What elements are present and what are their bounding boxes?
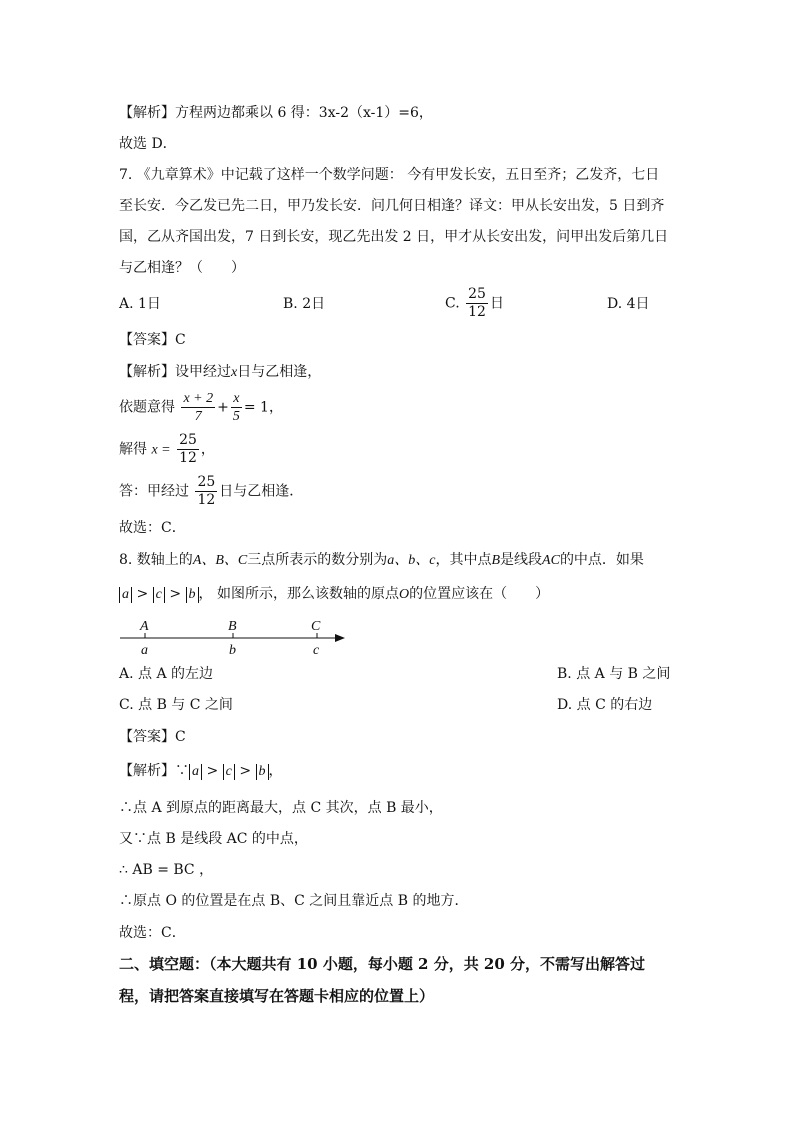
- section-2-heading-line2: 程，请把答案直接填写在答题卡相应的位置上）: [119, 987, 435, 1005]
- fraction-denominator: 12: [197, 492, 216, 508]
- q8-reason-1: ∴点 A 到原点的距离最大，点 C 其次，点 B 最小，: [119, 800, 443, 816]
- q8-points: A、B、C: [192, 553, 248, 568]
- fraction-denominator: 5: [232, 409, 240, 424]
- q8-stem-text: 8. 数轴上的: [119, 552, 193, 568]
- q8-reason-3: ∴ AB = BC ，: [119, 862, 214, 878]
- q7-option-c-suffix: 日: [489, 295, 504, 312]
- q8-number-line-figure: [115, 614, 355, 658]
- fraction-denominator: 12: [179, 450, 197, 466]
- q8-gt: >: [169, 586, 182, 602]
- q7-equation-rest: = 1，: [243, 399, 283, 416]
- q7-option-c: [445, 286, 504, 321]
- q7-analysis-prefix: 【解析】设甲经过: [119, 364, 231, 380]
- q7-equation-plus: +: [217, 399, 229, 416]
- q7-option-a: A. 1日: [119, 296, 161, 312]
- q7-analysis-var: x: [231, 365, 238, 380]
- q7-equation: [119, 390, 283, 425]
- q8-abs-b: b: [186, 587, 199, 603]
- q8-reason-4: ∴原点 O 的位置是在点 B、C 之间且靠近点 B 的地方．: [119, 893, 469, 909]
- q7-option-c-prefix: C.: [445, 295, 460, 312]
- fraction-numerator: 25: [179, 432, 197, 448]
- label-top-c: C: [311, 619, 321, 634]
- q7-analysis: [119, 362, 321, 383]
- q8-stem-line2-rest: ， 如图所示，那么该数轴的原点: [198, 586, 399, 602]
- q8-option-b: B. 点 A 与 B 之间: [557, 666, 671, 682]
- q8-gt: >: [136, 586, 149, 602]
- label-bottom-c: c: [313, 643, 320, 658]
- q8-abs-a: a: [189, 764, 202, 780]
- label-top-a: A: [140, 619, 149, 634]
- fraction-numerator: x: [231, 390, 242, 408]
- q8-stem-text: ，其中点: [435, 552, 492, 568]
- q7-conclusion-suffix: 日与乙相逢．: [219, 483, 304, 500]
- q7-option-b: B. 2日: [283, 296, 326, 312]
- q8-stem-line2-end: 的位置应该在（ ）: [409, 586, 550, 602]
- q7-equation-prefix: 依题意得: [119, 399, 175, 416]
- q6-choose: 故选 D．: [119, 136, 177, 152]
- q8-abs-a: a: [119, 587, 132, 603]
- fraction-numerator: 25: [197, 474, 216, 490]
- q7-analysis-suffix: 日与乙相逢，: [237, 364, 322, 380]
- q8-stem-text: 三点所表示的数分别为: [247, 552, 388, 568]
- fraction-numerator: x + 2: [183, 391, 214, 406]
- label-bottom-a: a: [141, 643, 148, 658]
- q7-conclusion: [119, 474, 303, 509]
- q6-analysis: 【解析】方程两边都乘以 6 得：3x-2（x-1）=6，: [119, 105, 433, 121]
- q8-abs-c: c: [223, 764, 235, 780]
- q7-option-c-fraction: [466, 286, 488, 321]
- q7-equation-fraction-1: [181, 390, 215, 425]
- q8-stem-text: 的中点．如果: [559, 552, 644, 568]
- q7-conclusion-prefix: 答：甲经过: [119, 483, 189, 500]
- q7-solve: [119, 432, 215, 467]
- q8-abs-b: b: [256, 764, 269, 780]
- q8-reason-2: 又∵点 B 是线段 AC 的中点，: [119, 831, 308, 847]
- q8-abs-c: c: [153, 587, 165, 603]
- q8-gt: >: [239, 763, 252, 779]
- q7-solve-var: x =: [151, 442, 171, 458]
- number-line-arrow-icon: [335, 634, 345, 642]
- q7-solve-suffix: ，: [200, 441, 215, 458]
- q8-choose: 故选：C．: [119, 925, 186, 941]
- fraction-numerator: 25: [468, 286, 486, 302]
- q7-stem-line1: 7. 《九章算术》中记载了这样一个数学问题： 今有甲发长安，五日至齐；乙发齐，七日: [119, 167, 660, 183]
- q7-solve-fraction: [177, 432, 199, 467]
- q8-gt: >: [206, 763, 219, 779]
- q8-stem-line2: [119, 584, 549, 605]
- section-2-heading-line1: 二、填空题：（本大题共有 10 小题，每小题 2 分，共 20 分，不需写出解答过: [119, 955, 646, 973]
- q8-analysis-prefix: 【解析】∵: [119, 763, 189, 779]
- q8-analysis-comma: ，: [268, 763, 283, 779]
- q7-option-d: D. 4日: [607, 296, 650, 312]
- q8-analysis: [119, 761, 283, 781]
- label-bottom-b: b: [229, 643, 236, 658]
- q8-option-a: A. 点 A 的左边: [119, 666, 214, 682]
- q7-choose: 故选：C．: [119, 520, 186, 536]
- q7-solve-prefix: 解得: [119, 441, 147, 458]
- q8-stem-line1: [119, 550, 644, 571]
- q8-answer: 【答案】C: [119, 729, 186, 745]
- q8-stem-text: 是线段: [500, 552, 543, 568]
- q7-conclusion-fraction: [195, 474, 217, 509]
- q7-stem-line2: 至长安．今乙发已先二日，甲乃发长安．问几何日相逢？译文：甲从长安出发，5 日到齐: [119, 198, 665, 214]
- q7-stem-line3: 国，乙从齐国出发，7 日到长安，现乙先出发 2 日，甲才从长安出发，问甲出发后第几日: [119, 229, 669, 245]
- q8-option-d: D. 点 C 的右边: [557, 697, 653, 713]
- q8-option-c: C. 点 B 与 C 之间: [119, 697, 233, 713]
- q7-stem-line4: 与乙相逢？（ ）: [119, 260, 245, 276]
- q8-point-b: B: [491, 553, 501, 568]
- label-top-b: B: [228, 619, 237, 634]
- q7-answer: 【答案】C: [119, 332, 186, 348]
- fraction-denominator: 7: [194, 409, 202, 424]
- fraction-denominator: 12: [468, 304, 486, 320]
- q8-values: a、b、c: [387, 553, 436, 568]
- q7-equation-fraction-2: [231, 390, 242, 425]
- q8-segment-ac: AC: [542, 553, 560, 568]
- q8-origin-o: O: [398, 587, 410, 602]
